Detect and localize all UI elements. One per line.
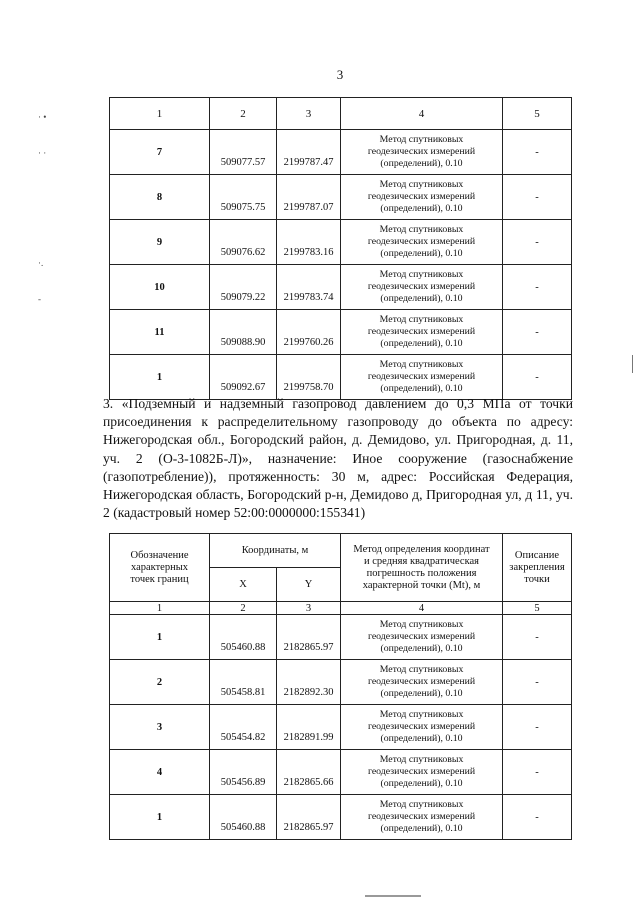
x-coordinate-cell: 509075.75 [210, 175, 277, 220]
description-cell: - [503, 615, 572, 660]
method-line: геодезических измерений [367, 281, 476, 292]
column-number: 5 [503, 602, 572, 615]
method-line: (определений), 0.10 [380, 293, 463, 304]
margin-mark: · · [38, 148, 47, 158]
method-line: Метод спутниковых [379, 224, 464, 235]
method-line: (определений), 0.10 [380, 733, 463, 744]
method-line: (определений), 0.10 [380, 823, 463, 834]
y-coordinate-cell: 2182865.97 [277, 615, 341, 660]
header-line: характерных [130, 561, 189, 573]
object-description-paragraph: 3. «Подземный и надземный газопровод давлением до 0,3 МПа от точки присоединения к распределительному газопроводу до объекта по адресу: Нижегородская обл., Богородский район, д. Демидово, ул. Пригородная, д. 11, уч. 2 (О-3-1082Б-Л)», назначение: Иное сооружение (газоснабжение (газопотребление)), протяженность: 30 м, адрес: Российская Федерация, Нижегородская область, Богородский р-н, Демидово д, Пригородная ул, д 11, уч. 2 (кадастровый номер 52:00:0000000:155341) [103, 396, 573, 521]
description-cell: - [503, 660, 572, 705]
description-cell: - [503, 265, 572, 310]
header-line: Обозначение [130, 549, 189, 561]
description-cell: - [503, 310, 572, 355]
coordinates-header: Координаты, м [210, 534, 341, 568]
description-cell: - [503, 130, 572, 175]
method-line: геодезических измерений [367, 146, 476, 157]
method-line: Метод спутниковых [379, 359, 464, 370]
x-coordinate-cell: 509092.67 [210, 355, 277, 400]
y-coordinate-cell: 2182865.66 [277, 750, 341, 795]
header-cell: 3 [277, 98, 341, 130]
scan-smudge [365, 895, 421, 902]
column-number: 3 [277, 602, 341, 615]
point-cell: 11 [110, 310, 210, 355]
point-cell: 1 [110, 795, 210, 840]
y-coordinate-cell: 2199783.74 [277, 265, 341, 310]
method-line: (определений), 0.10 [380, 643, 463, 654]
method-line: (определений), 0.10 [380, 203, 463, 214]
column-number: 1 [110, 602, 210, 615]
description-cell: - [503, 220, 572, 265]
method-cell [341, 355, 503, 400]
x-coordinate-cell: 509079.22 [210, 265, 277, 310]
column-number: 2 [210, 602, 277, 615]
method-line: геодезических измерений [367, 236, 476, 247]
method-cell [341, 660, 503, 705]
method-cell [341, 265, 503, 310]
y-coordinate-cell: 2182865.97 [277, 795, 341, 840]
point-cell: 10 [110, 265, 210, 310]
header-line: точек границ [130, 573, 189, 585]
point-cell: 3 [110, 705, 210, 750]
point-cell: 1 [110, 615, 210, 660]
table-row [110, 795, 572, 840]
method-line: (определений), 0.10 [380, 383, 463, 394]
method-cell [341, 175, 503, 220]
method-line: геодезических измерений [367, 631, 476, 642]
method-cell [341, 750, 503, 795]
x-coordinate-cell: 509077.57 [210, 130, 277, 175]
x-coordinate-cell: 505454.82 [210, 705, 277, 750]
header-line: и средняя квадратическая [364, 555, 480, 567]
description-cell: - [503, 750, 572, 795]
description-header [503, 534, 572, 602]
method-line: геодезических измерений [367, 676, 476, 687]
header-line: Описание [514, 549, 560, 561]
method-line: геодезических измерений [367, 766, 476, 777]
method-line: Метод спутниковых [379, 664, 464, 675]
table-row [110, 705, 572, 750]
table-row [110, 660, 572, 705]
header-line: характерной точки (Mt), м [362, 579, 481, 591]
coordinates-table-continued [109, 97, 572, 400]
column-number: 4 [341, 602, 503, 615]
x-coordinate-cell: 505456.89 [210, 750, 277, 795]
x-coordinate-cell: 505460.88 [210, 615, 277, 660]
margin-mark: · • [38, 112, 47, 122]
points-header [110, 534, 210, 602]
y-coordinate-cell: 2182892.30 [277, 660, 341, 705]
description-cell: - [503, 705, 572, 750]
y-coordinate-cell: 2182891.99 [277, 705, 341, 750]
point-cell: 8 [110, 175, 210, 220]
header-cell: 1 [110, 98, 210, 130]
y-coordinate-cell: 2199758.70 [277, 355, 341, 400]
table-row [110, 355, 572, 400]
coordinates-table [109, 533, 572, 840]
scan-edge-line [632, 355, 633, 373]
table-header-row [110, 98, 572, 130]
point-cell: 2 [110, 660, 210, 705]
x-coordinate-cell: 509076.62 [210, 220, 277, 265]
method-line: геодезических измерений [367, 191, 476, 202]
table-row [110, 750, 572, 795]
column-number-row [110, 602, 572, 615]
point-cell: 4 [110, 750, 210, 795]
method-header [341, 534, 503, 602]
method-cell [341, 705, 503, 750]
header-line: точки [524, 573, 550, 585]
header-cell: 2 [210, 98, 277, 130]
y-coordinate-cell: 2199787.47 [277, 130, 341, 175]
method-line: геодезических измерений [367, 721, 476, 732]
method-line: (определений), 0.10 [380, 778, 463, 789]
method-line: (определений), 0.10 [380, 338, 463, 349]
method-line: геодезических измерений [367, 326, 476, 337]
description-cell: - [503, 355, 572, 400]
method-line: Метод спутниковых [379, 179, 464, 190]
method-line: Метод спутниковых [379, 754, 464, 765]
method-line: геодезических измерений [367, 811, 476, 822]
method-line: Метод спутниковых [379, 134, 464, 145]
x-coordinate-cell: 505460.88 [210, 795, 277, 840]
header-cell: 5 [503, 98, 572, 130]
table-row [110, 265, 572, 310]
header-line: погрешность положения [366, 567, 477, 579]
y-coordinate-cell: 2199760.26 [277, 310, 341, 355]
y-header: Y [277, 568, 341, 602]
table-header-row [110, 534, 572, 568]
point-cell: 7 [110, 130, 210, 175]
method-line: Метод спутниковых [379, 709, 464, 720]
point-cell: 9 [110, 220, 210, 265]
method-cell [341, 220, 503, 265]
header-line: Метод определения координат [353, 543, 490, 555]
method-cell [341, 310, 503, 355]
description-cell: - [503, 175, 572, 220]
method-line: Метод спутниковых [379, 314, 464, 325]
margin-mark: ·. [38, 258, 44, 268]
table-row [110, 220, 572, 265]
table-row [110, 310, 572, 355]
table-row [110, 175, 572, 220]
table-row [110, 615, 572, 660]
description-cell: - [503, 795, 572, 840]
method-line: Метод спутниковых [379, 619, 464, 630]
x-coordinate-cell: 509088.90 [210, 310, 277, 355]
method-line: Метод спутниковых [379, 799, 464, 810]
method-line: Метод спутниковых [379, 269, 464, 280]
method-line: (определений), 0.10 [380, 688, 463, 699]
y-coordinate-cell: 2199783.16 [277, 220, 341, 265]
x-header: X [210, 568, 277, 602]
page-number: 3 [336, 67, 344, 82]
table-row [110, 130, 572, 175]
x-coordinate-cell: 505458.81 [210, 660, 277, 705]
header-line: закрепления [509, 561, 565, 573]
point-cell: 1 [110, 355, 210, 400]
method-line: (определений), 0.10 [380, 248, 463, 259]
y-coordinate-cell: 2199787.07 [277, 175, 341, 220]
header-cell: 4 [341, 98, 503, 130]
method-line: (определений), 0.10 [380, 158, 463, 169]
method-cell [341, 615, 503, 660]
margin-mark: - [38, 294, 41, 304]
method-cell [341, 795, 503, 840]
method-cell [341, 130, 503, 175]
method-line: геодезических измерений [367, 371, 476, 382]
